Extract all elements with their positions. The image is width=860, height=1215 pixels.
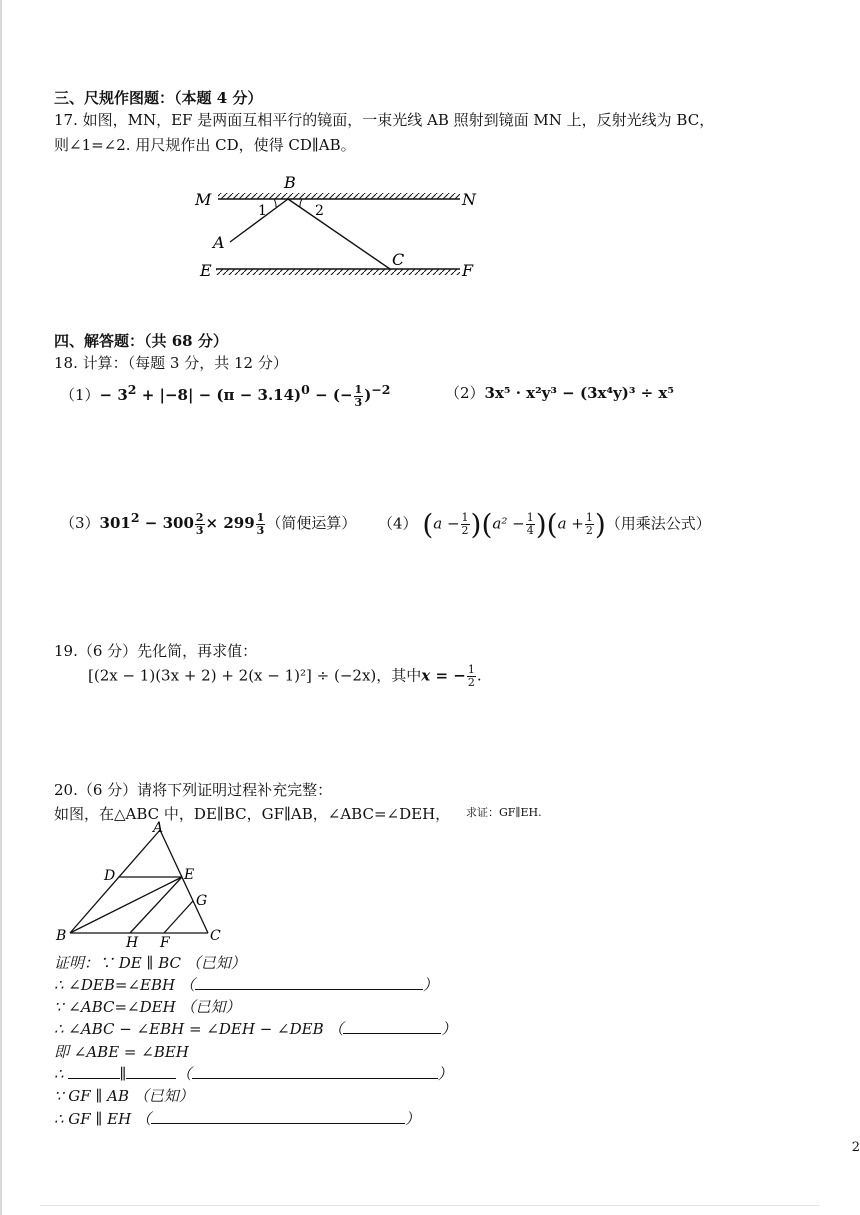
fig2-label-E: E <box>184 867 195 883</box>
proof-line6-therefore: ∴ <box>54 1065 64 1083</box>
q18-3-note: （简便运算） <box>266 514 357 532</box>
q18-1-part-c: − (− <box>309 386 353 404</box>
label-M: M <box>195 190 212 209</box>
q20-title: 20.（6 分）请将下列证明过程补充完整： <box>54 781 333 799</box>
q19-expr: [(2x − 1)(3x + 2) + 2(x − 1)²] ÷ (−2x)，其中 <box>88 666 422 685</box>
q18-3-part-a: 301 <box>99 514 131 532</box>
proof-blank-2[interactable] <box>343 1019 441 1034</box>
q18-4-p1: a − <box>433 514 460 533</box>
page-number: 2 <box>851 1140 860 1155</box>
proof-line6-parallel: ∥ <box>119 1065 127 1083</box>
proof-line6-open: （ <box>176 1065 192 1083</box>
q18-3-sup: 2 <box>130 510 140 525</box>
q18-1-part-d: ) <box>364 386 372 404</box>
proof-blank-1[interactable] <box>195 975 423 990</box>
proof-blank-5[interactable] <box>192 1064 438 1079</box>
fig2-label-H: H <box>126 935 139 950</box>
q18-1-fraction <box>354 384 364 409</box>
q18-1-sup-2: 2 <box>127 382 137 397</box>
fig2-label-G: G <box>196 893 208 909</box>
label-A: A <box>213 233 225 252</box>
fig2-label-C: C <box>210 928 221 944</box>
proof-line2-close: ） <box>422 976 438 994</box>
fig2-label-F: F <box>160 935 170 950</box>
q18-4-p2-den: 4 <box>526 524 534 537</box>
q19-end: . <box>476 666 482 685</box>
proof-line6 <box>54 1063 453 1084</box>
q18-4-p3-frac <box>585 512 594 537</box>
angle-2-label: 2 <box>315 203 324 219</box>
q19-x-value: x = − <box>421 666 466 685</box>
q18-1 <box>60 382 390 409</box>
bottom-rule <box>40 1205 820 1206</box>
section4-heading: 四、解答题：（共 68 分） <box>54 332 228 350</box>
q18-1-part-b: + |−8| − (π − 3.14) <box>136 386 302 404</box>
q18-4-p2-num: 1 <box>526 511 534 524</box>
q18-4-p2-frac <box>526 512 535 537</box>
q17-line1: 17. 如图，MN，EF 是两面互相平行的镜面，一束光线 AB 照射到镜面 MN 上，反射光线为 BC， <box>54 111 715 129</box>
proof-line8 <box>54 1108 420 1129</box>
q18-title: 18. 计算：（每题 3 分，共 12 分） <box>54 354 288 372</box>
q18-1-frac-num: 1 <box>354 382 363 396</box>
section3-heading: 三、尺规作图题：（本题 4 分） <box>54 89 263 107</box>
q18-2-expr: 3x⁵ · x²y³ − (3x⁴y)³ ÷ x⁵ <box>484 384 674 402</box>
q20-prove: 求证：GF∥EH. <box>466 806 542 819</box>
proof-line8-text: ∴ GF ∥ EH （ <box>54 1110 151 1128</box>
q19-title: 19.（6 分）先化简，再求值： <box>54 642 258 660</box>
label-C: C <box>392 250 405 269</box>
q18-4-p1-num: 1 <box>461 511 469 524</box>
q18-3-frac2-num: 1 <box>256 510 265 524</box>
fig2-label-B: B <box>56 928 67 944</box>
q18-1-sup-neg2: −2 <box>371 382 391 397</box>
q18-3-frac2 <box>256 512 266 537</box>
q18-1-frac-den: 3 <box>354 395 363 409</box>
q18-2 <box>445 382 674 403</box>
q18-4-p2: a² − <box>492 514 525 533</box>
q18-3-label: （3） <box>60 514 100 532</box>
q19-frac-den: 2 <box>467 676 475 689</box>
proof-line2 <box>54 974 438 995</box>
proof-blank-6[interactable] <box>151 1109 405 1124</box>
proof-line6-close: ） <box>437 1065 453 1083</box>
label-N: N <box>462 190 476 209</box>
q19-fraction <box>467 664 476 689</box>
q18-3-frac1-num: 2 <box>195 510 204 524</box>
q18-2-label: （2） <box>445 384 485 402</box>
q18-4-label: （4） <box>378 514 418 533</box>
q18-1-part-a: − 3 <box>99 386 128 404</box>
triangle-figure <box>50 820 240 950</box>
q17-line2: 则∠1=∠2. 用尺规作出 CD，使得 CD∥AB。 <box>54 136 356 154</box>
q18-3-frac1-den: 3 <box>195 523 204 537</box>
q18-4-p3: a + <box>557 514 584 533</box>
q18-4-p1-frac <box>461 512 470 537</box>
label-B: B <box>284 173 296 192</box>
q18-1-sup-0: 0 <box>301 382 310 397</box>
proof-line8-close: ） <box>404 1110 420 1128</box>
fig2-label-A: A <box>153 820 164 836</box>
q18-4-p1-den: 2 <box>461 524 469 537</box>
proof-line4-text: ∴ ∠ABC − ∠EBH = ∠DEH − ∠DEB （ <box>54 1020 344 1038</box>
q18-3-frac1 <box>195 512 205 537</box>
proof-line4 <box>54 1018 456 1039</box>
q18-3 <box>60 510 356 537</box>
q18-1-label: （1） <box>60 386 100 404</box>
q18-3-frac2-den: 3 <box>256 523 265 537</box>
proof-line3: ∵ ∠ABC=∠DEH （已知） <box>54 998 241 1016</box>
proof-blank-3[interactable] <box>68 1064 120 1079</box>
q20-given: 如图，在△ABC 中，DE∥BC，GF∥AB，∠ABC=∠DEH， <box>54 805 451 823</box>
proof-line7: ∵ GF ∥ AB （已知） <box>54 1087 194 1105</box>
q18-4-p3-num: 1 <box>585 511 593 524</box>
q18-3-part-b: − 300 <box>139 514 194 532</box>
q19-frac-num: 1 <box>467 663 475 676</box>
label-F: F <box>462 261 474 280</box>
proof-blank-4[interactable] <box>126 1064 176 1079</box>
q18-4: （4） (a − $\frac{1}{2}$ )(a² − $\frac{1}{4}$ )(a + $\frac{1}{2}$ )（用乘法公式） <box>378 508 711 541</box>
mirror-figure <box>190 170 490 285</box>
label-E: E <box>200 261 212 280</box>
q18-4-p3-den: 2 <box>585 524 593 537</box>
q18-3-part-c: × 299 <box>205 514 255 532</box>
page-left-edge <box>0 0 2 1215</box>
angle-1-label: 1 <box>258 203 267 219</box>
proof-line5: 即 ∠ABE = ∠BEH <box>54 1043 189 1061</box>
fig2-label-D: D <box>104 868 116 884</box>
proof-line4-close: ） <box>441 1020 457 1038</box>
proof-line1: 证明：∵ DE ∥ BC （已知） <box>54 954 246 972</box>
proof-line2-text: ∴ ∠DEB=∠EBH （ <box>54 976 195 994</box>
q19-expression <box>88 664 482 689</box>
q18-4-note: （用乘法公式） <box>605 514 711 533</box>
